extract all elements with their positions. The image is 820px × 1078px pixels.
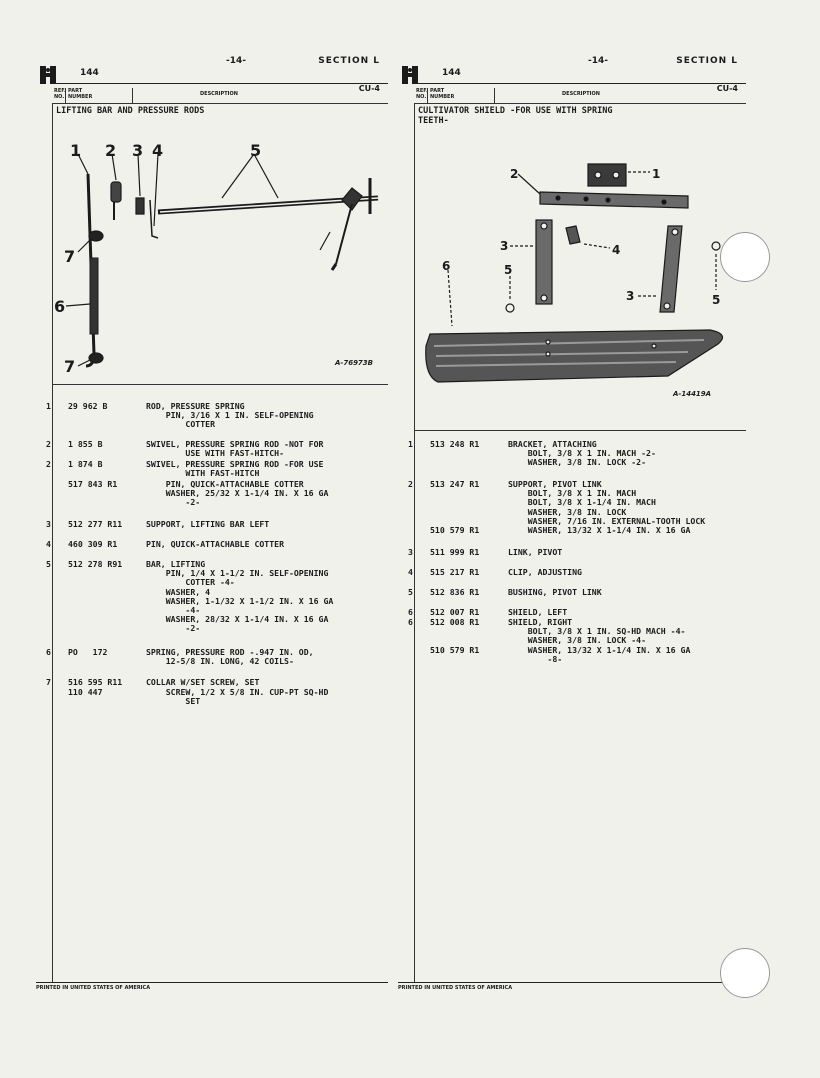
figure-title: CULTIVATOR SHIELD -FOR USE WITH SPRING TEETH- (418, 106, 613, 126)
ih-logo-icon (402, 66, 418, 84)
footer-text: PRINTED IN UNITED STATES OF AMERICA (398, 985, 513, 991)
figure-number: A-76973B (335, 359, 374, 367)
callout-4: 4 (612, 243, 621, 257)
footer-text: PRINTED IN UNITED STATES OF AMERICA (36, 985, 151, 991)
callout-7-bottom: 7 (64, 357, 76, 372)
left-page: -14- SECTION L 144 CU-4 REF. NO. PART NUMBER DESCRIPTION LIFTING BAR AND PRESSURE RODS 1 2 3 4 5 7 6 7 A-76973B 1 29 962 B ROD, PRESSURE SPRING PIN, 3/16 X 1 IN. SELF-OPENING COTTER 2 1 855 B SWIVEL, PRESSURE SPRING ROD -NOT FOR USE WITH FAST-HITCH- 2 1 874 B SWIVEL, PRESSURE SPRING ROD -FOR USE WITH FAST-HITCH 517 843 R1 PIN, QUICK-ATTACHABLE COTTER WASHER, 25/32 X 1-1/4 IN. X 16 GA -2- 3 512 277 R11 SUPPORT, LIFTING BAR LEFT 4 460 309 R1 PIN, QUICK-ATTACHABLE COTTER 5 512 278 R91 BAR, LIFTING PIN, 1/4 X 1-1/2 IN. SELF-OPENING COTTER -4- WASHER, 4 WASHER, 1-1/32 X 1-1/2 IN. X 16 GA -4- WASHER, 28/32 X 1-1/4 IN. X 16 GA -2- 6 PO 172 SPRING, PRESSURE ROD -.947 IN. OD, 12-5/8 IN. LONG, 42 COILS- 7 516 595 R11 COLLAR W/SET SCREW, SET 110 447 SCREW, 1/2 X 5/8 IN. CUP-PT SQ-HD SET PRINTED IN UNITED STATES OF AMERICA (36, 0, 388, 1000)
cultivator-shield-drawing (418, 150, 746, 402)
callout-5: 5 (250, 141, 262, 160)
catalog-number: 144 (442, 68, 461, 78)
parts-illustration (418, 150, 746, 402)
punch-hole (720, 232, 770, 282)
callout-3: 3 (132, 141, 144, 160)
catalog-code: CU-4 (716, 84, 738, 93)
callout-6: 6 (442, 259, 451, 273)
lifting-bar-drawing (52, 140, 388, 372)
ref-no-header: REF. NO. (54, 88, 66, 100)
header-rule (414, 83, 746, 84)
callout-1: 1 (652, 167, 661, 181)
description-header: DESCRIPTION (200, 91, 238, 97)
parts-illustration (52, 140, 388, 372)
header-rule-bottom (414, 103, 746, 104)
header-rule-bottom (52, 103, 388, 104)
callout-2: 2 (105, 141, 117, 160)
left-margin-rule (414, 104, 415, 982)
catalog-code: CU-4 (358, 84, 380, 93)
column-headers (414, 88, 746, 104)
catalog-number: 144 (80, 68, 99, 78)
page-number: -14- (226, 56, 246, 66)
description-header: DESCRIPTION (562, 91, 600, 97)
section-label: SECTION L (676, 56, 738, 66)
ih-logo-icon (40, 66, 56, 84)
right-page: -14- SECTION L 144 CU-4 REF. NO. PART NUMBER DESCRIPTION CULTIVATOR SHIELD -FOR USE WITH SPRING TEETH- 1 2 3 4 3 5 5 6 A-14419A 1 513 248 R1 BRACKET, ATTACHING BOLT, 3/8 X 1 IN. MACH -2- WASHER, 3/8 IN. LOCK -2- 2 513 247 R1 SUPPORT, PIVOT LINK BOLT, 3/8 X 1 IN. MACH BOLT, 3/8 X 1-1/4 IN. MACH WASHER, 3/8 IN. LOCK WASHER, 7/16 IN. EXTERNAL-TOOTH LOCK 510 579 R1 WASHER, 13/32 X 1-1/4 IN. X 16 GA 3 511 999 R1 LINK, PIVOT 4 515 217 R1 CLIP, ADJUSTING 5 512 836 R1 BUSHING, PIVOT LINK 6 512 007 R1 SHIELD, LEFT 6 512 008 R1 SHIELD, RIGHT BOLT, 3/8 X 1 IN. SQ-HD MACH -4- WASHER, 3/8 IN. LOCK -4- 510 579 R1 WASHER, 13/32 X 1-1/4 IN. X 16 GA -8- PRINTED IN UNITED STATES OF AMERICA (398, 0, 746, 1000)
figure-divider (414, 430, 746, 431)
callout-2: 2 (510, 167, 519, 181)
part-number-header: PART NUMBER (430, 88, 455, 100)
callout-1: 1 (70, 141, 82, 160)
callout-5-right: 5 (712, 293, 721, 307)
punch-hole (720, 948, 770, 998)
callout-3-right: 3 (626, 289, 635, 303)
header-rule (52, 83, 388, 84)
part-number-header: PART NUMBER (68, 88, 93, 100)
section-label: SECTION L (318, 56, 380, 66)
callout-6: 6 (54, 297, 66, 316)
callout-5-left: 5 (504, 263, 513, 277)
figure-title: LIFTING BAR AND PRESSURE RODS (56, 106, 205, 116)
page-footer (36, 982, 388, 991)
callout-3-left: 3 (500, 239, 509, 253)
page-number: -14- (588, 56, 608, 66)
column-headers (52, 88, 388, 104)
callout-4: 4 (152, 141, 164, 160)
figure-number: A-14419A (673, 390, 712, 398)
page-footer (398, 982, 746, 991)
callout-7-top: 7 (64, 247, 76, 266)
ref-no-header: REF. NO. (416, 88, 428, 100)
figure-divider (52, 384, 388, 385)
